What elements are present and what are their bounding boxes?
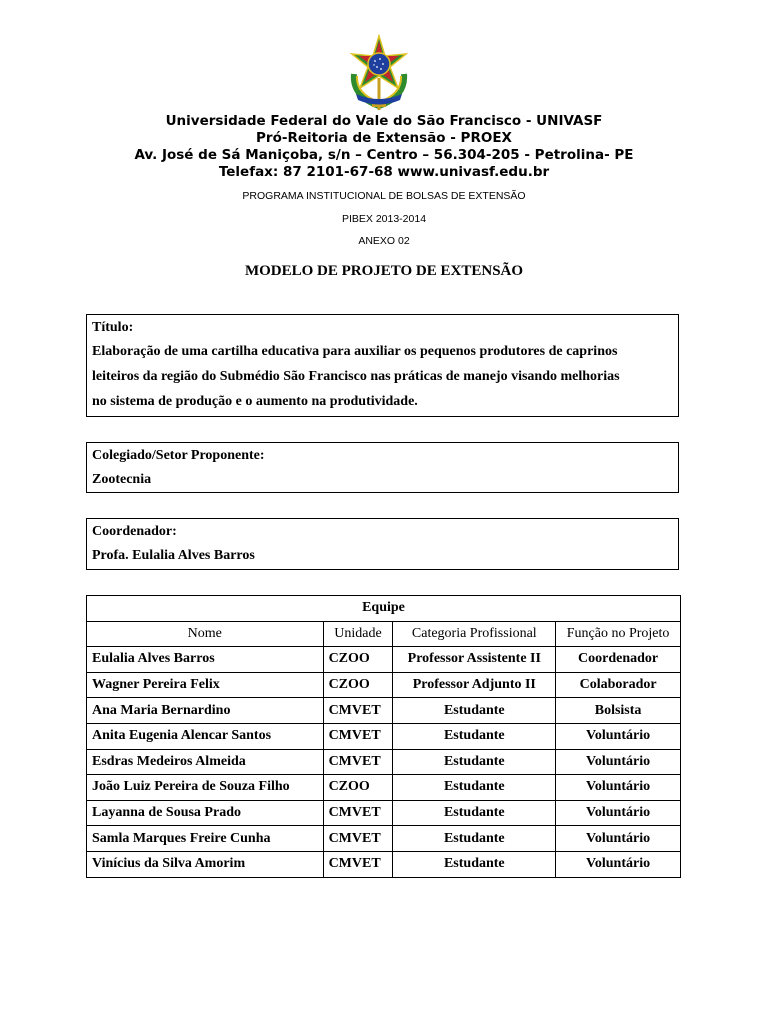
member-name: João Luiz Pereira de Souza Filho bbox=[87, 775, 324, 801]
title-line-1: Elaboração de uma cartilha educativa para auxiliar os pequenos produtores de caprinos bbox=[92, 344, 618, 359]
member-category: Estudante bbox=[393, 698, 556, 724]
table-row bbox=[87, 775, 681, 801]
member-role: Voluntário bbox=[556, 749, 681, 775]
col-header-category: Categoria Profissional bbox=[393, 621, 556, 647]
col-header-role: Função no Projeto bbox=[556, 621, 681, 647]
team-caption-row bbox=[87, 596, 681, 622]
coordinator-label: Coordenador: bbox=[92, 524, 177, 539]
colegiado-label: Colegiado/Setor Proponente: bbox=[92, 448, 265, 463]
title-line-2: leiteiros da região do Submédio São Francisco nas práticas de manejo visando melhorias bbox=[92, 369, 620, 384]
colegiado-value: Zootecnia bbox=[92, 472, 152, 487]
member-category: Estudante bbox=[393, 826, 556, 852]
program-period: PIBEX 2013-2014 bbox=[341, 213, 427, 225]
member-role: Voluntário bbox=[556, 826, 681, 852]
member-unit: CZOO bbox=[323, 775, 393, 801]
title-label: Título: bbox=[92, 320, 134, 335]
pro-rectory: Pró-Reitoria de Extensão - PROEX bbox=[256, 130, 512, 146]
university-name: Universidade Federal do Vale do São Francisco - UNIVASF bbox=[165, 113, 603, 129]
title-box bbox=[86, 314, 679, 417]
table-row bbox=[87, 698, 681, 724]
member-name: Esdras Medeiros Almeida bbox=[87, 749, 324, 775]
member-role: Colaborador bbox=[556, 672, 681, 698]
table-row bbox=[87, 672, 681, 698]
table-row bbox=[87, 826, 681, 852]
contact: Telefax: 87 2101-67-68 www.univasf.edu.br bbox=[218, 164, 550, 180]
member-unit: CMVET bbox=[323, 749, 393, 775]
member-name: Anita Eugenia Alencar Santos bbox=[87, 723, 324, 749]
member-category: Professor Adjunto II bbox=[393, 672, 556, 698]
member-unit: CZOO bbox=[323, 672, 393, 698]
address: Av. José de Sá Maniçoba, s/n – Centro – 56.304-205 - Petrolina- PE bbox=[134, 147, 634, 163]
document-title: MODELO DE PROJETO DE EXTENSÃO bbox=[244, 263, 524, 279]
coordinator-box bbox=[86, 518, 679, 570]
annex-label: ANEXO 02 bbox=[358, 235, 410, 247]
member-name: Layanna de Sousa Prado bbox=[87, 800, 324, 826]
team-header-row bbox=[87, 621, 681, 647]
member-category: Estudante bbox=[393, 775, 556, 801]
institution-header bbox=[0, 113, 768, 181]
member-name: Samla Marques Freire Cunha bbox=[87, 826, 324, 852]
member-unit: CMVET bbox=[323, 698, 393, 724]
member-role: Voluntário bbox=[556, 775, 681, 801]
member-role: Voluntário bbox=[556, 800, 681, 826]
colegiado-box bbox=[86, 442, 679, 493]
member-unit: CZOO bbox=[323, 647, 393, 673]
member-category: Estudante bbox=[393, 800, 556, 826]
team-table bbox=[86, 595, 681, 878]
member-name: Vinícius da Silva Amorim bbox=[87, 851, 324, 877]
table-row bbox=[87, 749, 681, 775]
table-row bbox=[87, 647, 681, 673]
member-unit: CMVET bbox=[323, 851, 393, 877]
table-row bbox=[87, 800, 681, 826]
member-role: Voluntário bbox=[556, 723, 681, 749]
member-unit: CMVET bbox=[323, 800, 393, 826]
member-unit: CMVET bbox=[323, 723, 393, 749]
team-caption: Equipe bbox=[87, 596, 681, 622]
member-role: Bolsista bbox=[556, 698, 681, 724]
member-category: Professor Assistente II bbox=[393, 647, 556, 673]
member-category: Estudante bbox=[393, 851, 556, 877]
member-name: Eulalia Alves Barros bbox=[87, 647, 324, 673]
member-category: Estudante bbox=[393, 749, 556, 775]
title-line-3: no sistema de produção e o aumento na produtividade. bbox=[92, 394, 418, 409]
coordinator-value: Profa. Eulalia Alves Barros bbox=[92, 548, 255, 563]
member-name: Ana Maria Bernardino bbox=[87, 698, 324, 724]
member-unit: CMVET bbox=[323, 826, 393, 852]
brazil-coat-of-arms-icon bbox=[344, 34, 414, 112]
program-name: PROGRAMA INSTITUCIONAL DE BOLSAS DE EXTENSÃO bbox=[242, 190, 526, 202]
member-role: Voluntário bbox=[556, 851, 681, 877]
table-row bbox=[87, 851, 681, 877]
table-row bbox=[87, 723, 681, 749]
member-role: Coordenador bbox=[556, 647, 681, 673]
col-header-name: Nome bbox=[87, 621, 324, 647]
col-header-unit: Unidade bbox=[323, 621, 393, 647]
member-name: Wagner Pereira Felix bbox=[87, 672, 324, 698]
member-category: Estudante bbox=[393, 723, 556, 749]
